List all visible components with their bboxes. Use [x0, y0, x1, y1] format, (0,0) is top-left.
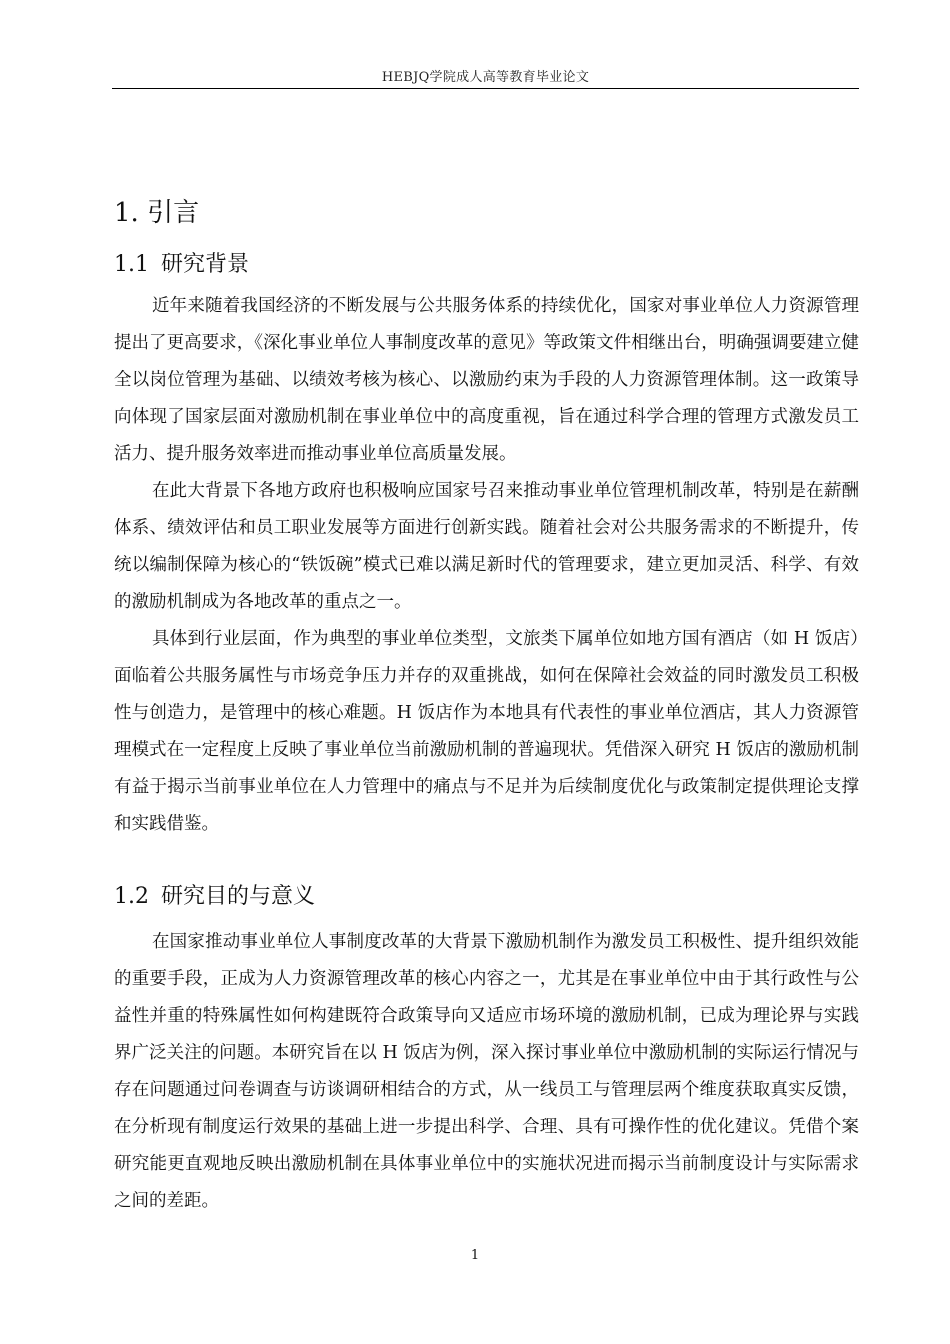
section-title: 引言: [147, 198, 200, 228]
running-header: HEBJQ学院成人高等教育毕业论文: [381, 70, 590, 85]
page-number: 1: [470, 1248, 480, 1263]
header-rule: [112, 88, 859, 89]
subsection-heading-1-2: [114, 882, 315, 912]
section-heading-1: [114, 196, 199, 230]
paragraph: 在国家推动事业单位人事制度改革的大背景下激励机制作为激发员工积极性、提升组织效能的重要手段，正成为人力资源管理改革的核心内容之一，尤其是在事业单位中由于其行政性与公益性并重的特殊属性如何构建既符合政策导向又适应市场环境的激励机制，已成为理论界与实践界广泛关注的问题。本研究旨在以 H 饭店为例，深入探讨事业单位中激励机制的实际运行情况与存在问题通过问卷调查与访谈调研相结合的方式，从一线员工与管理层两个维度获取真实反馈，在分析现有制度运行效果的基础上进一步提出科学、合理、具有可操作性的优化建议。凭借个案研究能更直观地反映出激励机制在具体事业单位中的实施状况进而揭示当前制度设计与实际需求之间的差距。: [114, 932, 859, 1211]
subsection-title: 研究目的与意义: [161, 884, 316, 909]
paragraph: 近年来随着我国经济的不断发展与公共服务体系的持续优化，国家对事业单位人力资源管理提出了更高要求，《深化事业单位人事制度改革的意见》等政策文件相继出台，明确强调要建立健全以岗位管理为基础、以绩效考核为核心、以激励约束为手段的人力资源管理体制。这一政策导向体现了国家层面对激励机制在事业单位中的高度重视，旨在通过科学合理的管理方式激发员工活力、提升服务效率进而推动事业单位高质量发展。: [114, 296, 859, 464]
subsection-number: 1.1: [114, 252, 149, 277]
subsection-heading-1-1: [114, 250, 249, 280]
paragraph: 具体到行业层面，作为典型的事业单位类型，文旅类下属单位如地方国有酒店（如 H 饭店）面临着公共服务属性与市场竞争压力并存的双重挑战，如何在保障社会效益的同时激发员工积极性与创造力，是管理中的核心难题。H 饭店作为本地具有代表性的事业单位酒店，其人力资源管理模式在一定程度上反映了事业单位当前激励机制的普遍现状。凭借深入研究 H 饭店的激励机制有益于揭示当前事业单位在人力管理中的痛点与不足并为后续制度优化与政策制定提供理论支撑和实践借鉴。: [114, 629, 859, 834]
section-number: 1.: [114, 198, 139, 228]
subsection-title: 研究背景: [161, 252, 250, 277]
paragraph: 在此大背景下各地方政府也积极响应国家号召来推动事业单位管理机制改革，特别是在薪酬体系、绩效评估和员工职业发展等方面进行创新实践。随着社会对公共服务需求的不断提升，传统以编制保障为核心的“铁饭碗”模式已难以满足新时代的管理要求，建立更加灵活、科学、有效的激励机制成为各地改革的重点之一。: [114, 481, 859, 612]
subsection-number: 1.2: [114, 884, 149, 909]
